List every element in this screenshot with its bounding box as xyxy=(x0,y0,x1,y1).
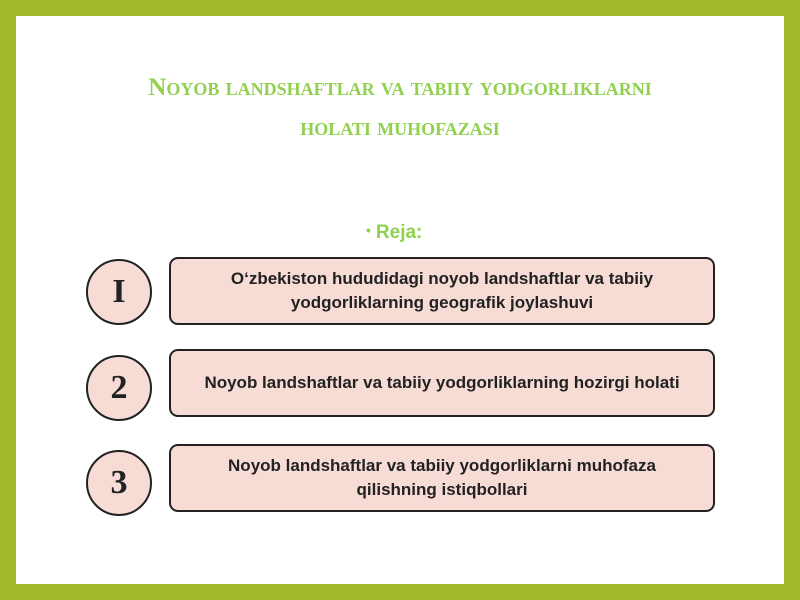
item-box-2: Noyob landshaftlar va tabiiy yodgorliklarning hozirgi holati xyxy=(169,349,715,417)
item-box-1: O‘zbekiston hududidagi noyob landshaftlar va tabiiy yodgorliklarning geografik joylashuvi xyxy=(169,257,715,325)
item-number-1: I xyxy=(86,259,152,325)
item-box-3: Noyob landshaftlar va tabiiy yodgorliklarni muhofaza qilishning istiqbollari xyxy=(169,444,715,512)
title-line-1: Noyob landshaftlar va tabiiy yodgorliklarni xyxy=(148,74,652,101)
bullet-icon: • xyxy=(366,222,371,238)
title-line-2: holati muhofazasi xyxy=(300,114,500,141)
item-number-2: 2 xyxy=(86,355,152,421)
plan-heading-label: Reja: xyxy=(375,222,423,243)
plan-heading xyxy=(366,222,422,244)
slide-title xyxy=(0,68,800,148)
item-number-3: 3 xyxy=(86,450,152,516)
